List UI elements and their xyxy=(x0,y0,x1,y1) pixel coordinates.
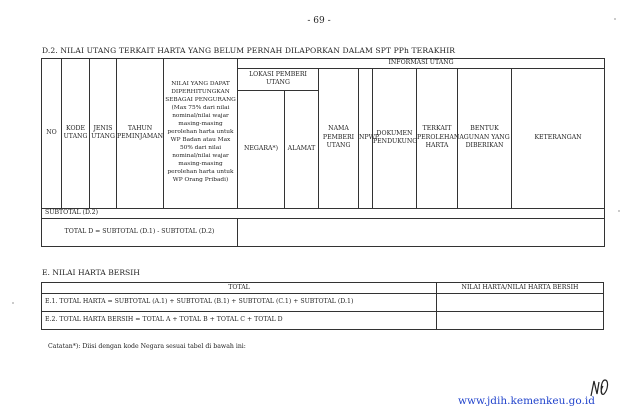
catatan-note: Catatan*): Diisi dengan kode Negara sesuai tabel di bawah ini: xyxy=(48,343,246,350)
header-total: TOTAL xyxy=(42,283,437,294)
section-d2-title: D.2. NILAI UTANG TERKAIT HARTA YANG BELUM PERNAH DILAPORKAN DALAM SPT PPh TERAKHIR xyxy=(42,46,456,55)
header-lokasi-pemberi-utang: LOKASI PEMBERI UTANG xyxy=(238,68,319,90)
header-bentuk-agunan: BENTUK AGUNAN YANG DIBERIKAN xyxy=(458,68,512,208)
total-d-label: TOTAL D = SUBTOTAL (D.1) - SUBTOTAL (D.2) xyxy=(42,218,238,246)
subtotal-d2-row: SUBTOTAL (D.2) xyxy=(42,208,605,218)
scan-dot xyxy=(618,210,620,212)
page-number: - 69 - xyxy=(307,16,331,26)
scan-dot xyxy=(12,302,14,304)
header-negara: NEGARA*) xyxy=(238,90,285,208)
row-e1-value[interactable] xyxy=(437,294,604,312)
header-nilai-utang: NILAI YANG DAPAT DIPERHITUNGKAN SEBAGAI PENGURANG (Max 75% dari nilai nominal/nilai wajar masing-masing perolehan harta untuk WP Badan atau Max 50% dari nilai nominal/nilai wajar masing-masing perolehan harta untuk WP Orang Pribadi) xyxy=(164,59,238,209)
header-informasi-utang: INFORMASI UTANG xyxy=(238,59,605,69)
header-no: NO xyxy=(42,59,62,209)
header-kode-utang: KODE UTANG xyxy=(62,59,90,209)
header-keterangan: KETERANGAN xyxy=(512,68,605,208)
nilai-harta-table xyxy=(41,282,604,330)
header-alamat: ALAMAT xyxy=(285,90,319,208)
footer-link[interactable]: www.jdih.kemenkeu.go.id xyxy=(458,395,595,407)
row-e1-label: E.1. TOTAL HARTA = SUBTOTAL (A.1) + SUBTOTAL (B.1) + SUBTOTAL (C.1) + SUBTOTAL (D.1) xyxy=(42,294,437,312)
row-e2-label: E.2. TOTAL HARTA BERSIH = TOTAL A + TOTAL B + TOTAL C + TOTAL D xyxy=(42,312,437,330)
header-npwp: NPWP xyxy=(359,68,373,208)
scan-dot xyxy=(614,18,616,20)
header-jenis-utang: JENIS UTANG xyxy=(90,59,117,209)
total-d-value[interactable] xyxy=(238,218,605,246)
header-nilai-harta: NILAI HARTA/NILAI HARTA BERSIH xyxy=(437,283,604,294)
row-e2-value[interactable] xyxy=(437,312,604,330)
header-dokumen-pendukung: DOKUMEN PENDUKUNG xyxy=(373,68,417,208)
utang-table xyxy=(41,58,605,247)
section-e-title: E. NILAI HARTA BERSIH xyxy=(42,268,140,277)
header-terkait-perolehan-harta: TERKAIT PEROLEHAN HARTA xyxy=(417,68,458,208)
header-tahun-peminjaman: TAHUN PEMINJAMAN xyxy=(117,59,164,209)
header-nama-pemberi-utang: NAMA PEMBERI UTANG xyxy=(319,68,359,208)
